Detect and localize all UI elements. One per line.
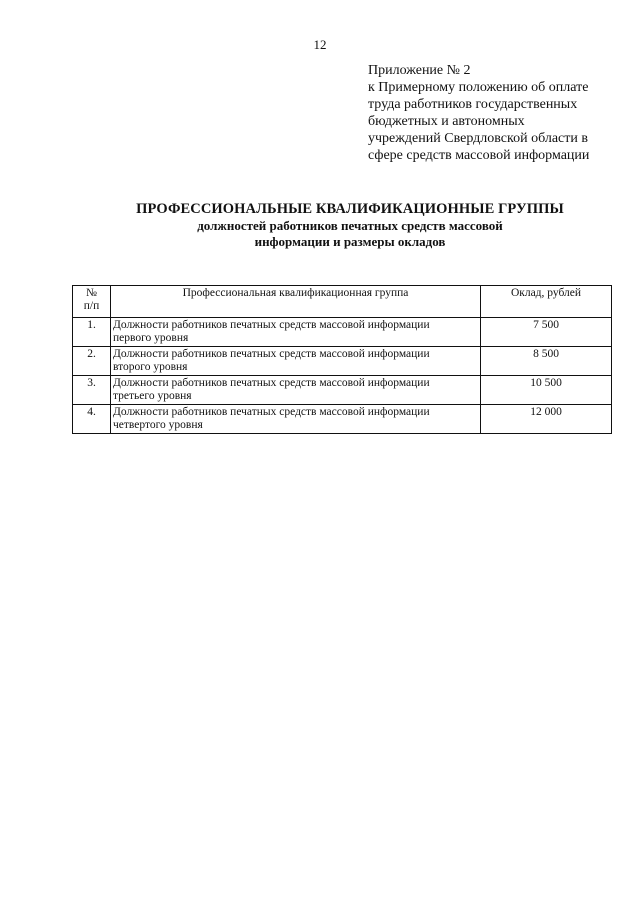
appendix-line: сфере средств массовой информации [368, 148, 590, 163]
row-number: 1. [73, 318, 111, 347]
row-group-line: Должности работников печатных средств массовой информации [113, 377, 430, 389]
table-row [73, 376, 612, 405]
title-sub-line: должностей работников печатных средств массовой [197, 218, 503, 233]
header-salary: Оклад, рублей [481, 286, 612, 318]
appendix-line: к Примерному положению об оплате [368, 80, 589, 95]
table-row [73, 405, 612, 434]
row-group-line: четвертого уровня [113, 419, 203, 431]
row-group-line: третьего уровня [113, 390, 192, 402]
row-group-line: первого уровня [113, 332, 189, 344]
table-header-row [73, 286, 612, 318]
row-number: 2. [73, 347, 111, 376]
appendix-line: Приложение № 2 [368, 63, 471, 78]
row-group [111, 376, 481, 405]
table-row [73, 347, 612, 376]
header-number [73, 286, 111, 318]
appendix-reference [368, 62, 630, 164]
table-row [73, 318, 612, 347]
page-number: 12 [313, 37, 327, 52]
header-number-line: п/п [83, 300, 100, 312]
qualification-groups-table [72, 285, 612, 434]
title-sub-line: информации и размеры окладов [254, 234, 446, 249]
row-group [111, 318, 481, 347]
document-title [0, 200, 640, 250]
header-group: Профессиональная квалификационная группа [111, 286, 481, 318]
row-group [111, 405, 481, 434]
row-number: 3. [73, 376, 111, 405]
row-group-line: второго уровня [113, 361, 188, 373]
appendix-line: бюджетных и автономных [368, 114, 525, 129]
row-salary: 7 500 [481, 318, 612, 347]
row-number: 4. [73, 405, 111, 434]
row-group-line: Должности работников печатных средств массовой информации [113, 348, 430, 360]
row-salary: 8 500 [481, 347, 612, 376]
title-main: ПРОФЕССИОНАЛЬНЫЕ КВАЛИФИКАЦИОННЫЕ ГРУППЫ [136, 201, 564, 217]
row-salary: 10 500 [481, 376, 612, 405]
appendix-line: труда работников государственных [368, 97, 578, 112]
row-group-line: Должности работников печатных средств массовой информации [113, 319, 430, 331]
row-salary: 12 000 [481, 405, 612, 434]
appendix-line: учреждений Свердловской области в [368, 131, 588, 146]
row-group-line: Должности работников печатных средств массовой информации [113, 406, 430, 418]
header-number-line: № [86, 287, 97, 299]
row-group [111, 347, 481, 376]
